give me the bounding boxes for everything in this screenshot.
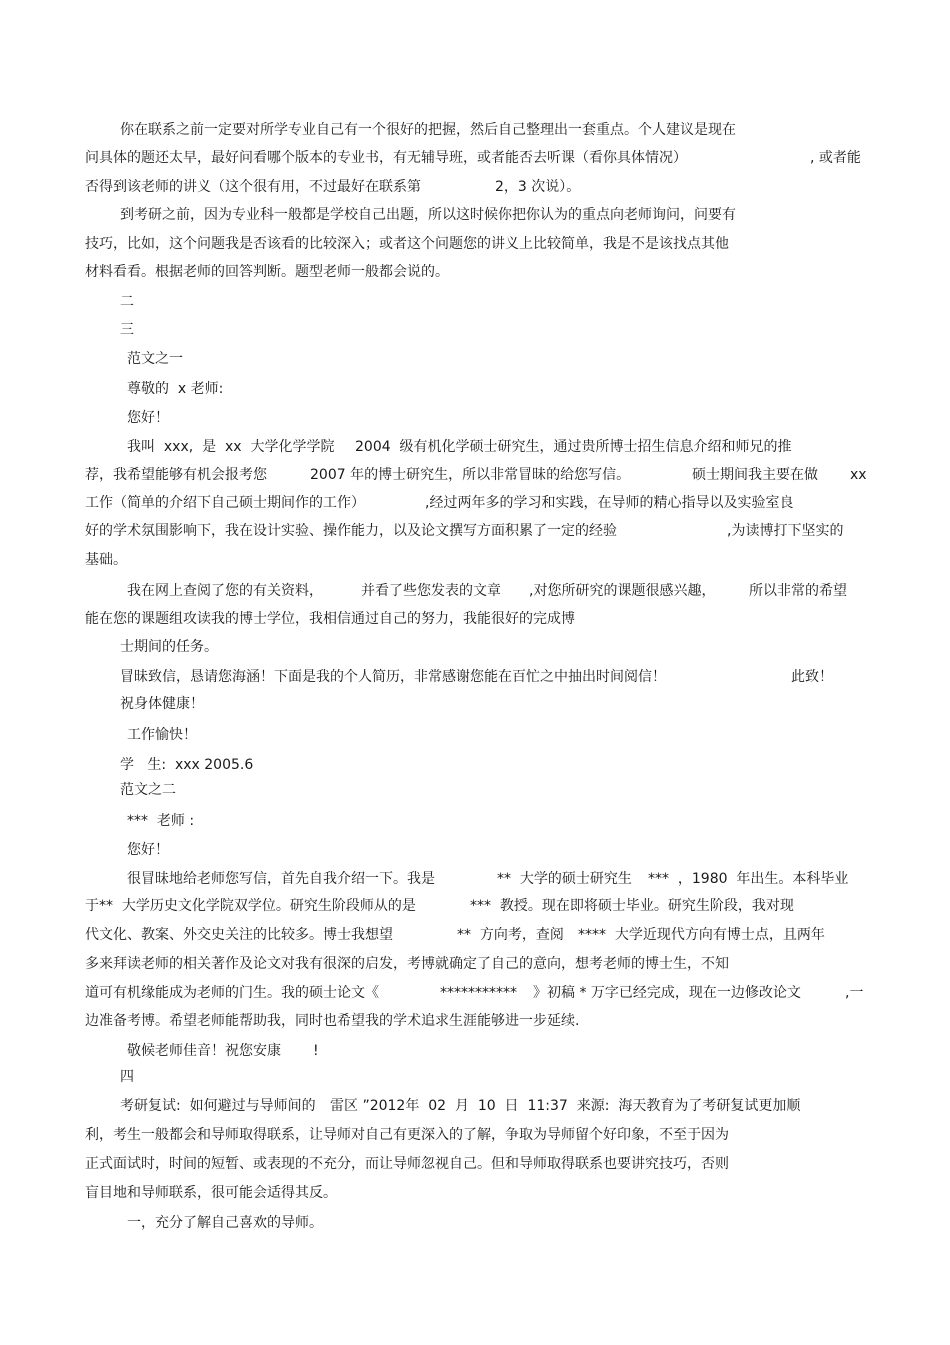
text-segment: , 或者能	[810, 150, 861, 166]
text-segment: *** 教授。现在即将硕士毕业。研究生阶段，我对现	[470, 898, 794, 914]
text-segment: ** 方向考，查阅	[457, 927, 564, 943]
text-segment: 范文之一	[127, 351, 183, 367]
text-segment: 正式面试时，时间的短暂、或表现的不充分，而让导师忽视自己。但和导师取得联系也要讲究技巧，否则	[85, 1156, 729, 1172]
text-segment: 我叫 xxx, 是 xx 大学化学学院	[127, 439, 335, 455]
text-segment: 敬候老师佳音！祝您安康	[127, 1043, 281, 1059]
text-segment: 利，考生一般都会和导师取得联系，让导师对自己有更深入的了解，争取为导师留个好印象，不至于因为	[85, 1127, 729, 1143]
text-segment: 否得到该老师的讲义（这个很有用，不过最好在联系第	[85, 179, 421, 195]
text-segment: 工作愉快！	[127, 727, 197, 743]
text-segment: 》初稿 * 万字已经完成，现在一边修改论文	[533, 985, 801, 1001]
text-segment: 材料看看。根据老师的回答判断。题型老师一般都会说的。	[85, 264, 449, 280]
text-segment: 技巧，比如，这个问题我是否该看的比较深入；或者这个问题您的讲义上比较简单，我是不是该找点其他	[85, 236, 729, 252]
text-segment: 你在联系之前一定要对所学专业自己有一个很好的把握，然后自己整理出一套重点。个人建议是现在	[120, 122, 736, 138]
text-segment: 您好！	[127, 410, 169, 426]
text-segment: 二	[120, 294, 134, 310]
text-segment: 范文之二	[120, 782, 176, 798]
text-segment: xx	[850, 467, 867, 483]
text-segment: 祝身体健康！	[120, 696, 204, 712]
text-segment: ,一	[845, 985, 864, 1001]
text-segment: ,为读博打下坚实的	[727, 523, 844, 539]
text-segment: 2004 级有机化学硕士研究生，通过贵所博士招生信息介绍和师兄的推	[355, 439, 792, 455]
text-segment: 雷区 ”2012年 02 月 10 日 11:37 来源: 海天教育为了考研复试更加顺	[330, 1098, 801, 1114]
text-segment: 道可有机缘能成为老师的门生。我的硕士论文《	[85, 985, 379, 1001]
text-segment: !	[313, 1043, 319, 1059]
text-segment: 盲目地和导师联系，很可能会适得其反。	[85, 1185, 337, 1201]
text-segment: 好的学术氛围影响下，我在设计实验、操作能力，以及论文撰写方面积累了一定的经验	[85, 523, 617, 539]
text-segment: 一，充分了解自己喜欢的导师。	[127, 1215, 323, 1231]
text-segment: 学 生: xxx 2005.6	[120, 757, 254, 773]
text-segment: 您好！	[127, 842, 169, 858]
text-segment: ,经过两年多的学习和实践，在导师的精心指导以及实验室良	[425, 495, 794, 511]
text-segment: 所以非常的希望	[749, 583, 847, 599]
text-segment: ***********	[440, 985, 517, 1001]
text-segment: 工作（简单的介绍下自己硕士期间作的工作）	[85, 495, 365, 511]
text-segment: 考研复试: 如何避过与导师间的	[120, 1098, 316, 1114]
text-segment: 并看了些您发表的文章	[361, 583, 501, 599]
text-segment: 代文化、教案、外交史关注的比较多。博士我想望	[85, 927, 393, 943]
text-segment: 很冒昧地给老师您写信，首先自我介绍一下。我是	[127, 871, 435, 887]
text-segment: 荐，我希望能够有机会报考您	[85, 467, 267, 483]
text-segment: 边准备考博。希望老师能帮助我，同时也希望我的学术追求生涯能够进一步延续.	[85, 1013, 580, 1029]
text-segment: 基础。	[85, 552, 127, 568]
text-segment: 2007 年的博士研究生，所以非常冒昧的给您写信。	[310, 467, 631, 483]
text-segment: 多来拜读老师的相关著作及论文对我有很深的启发，考博就确定了自己的意向，想考老师的博士生，不知	[85, 956, 729, 972]
text-segment: 2，3 次说）。	[495, 179, 581, 195]
text-segment: 士期间的任务。	[120, 639, 218, 655]
text-segment: **** 大学近现代方向有博士点，且两年	[578, 927, 825, 943]
text-segment: 问具体的题还太早，最好问看哪个版本的专业书，有无辅导班，或者能否去听课（看你具体情况）	[85, 150, 687, 166]
text-segment: 能在您的课题组攻读我的博士学位，我相信通过自己的努力，我能很好的完成博	[85, 611, 575, 627]
text-segment: 冒昧致信，恳请您海涵！下面是我的个人简历，非常感谢您能在百忙之中抽出时间阅信！	[120, 669, 666, 685]
text-segment: 此致！	[791, 669, 833, 685]
text-segment: 三	[120, 322, 134, 338]
text-segment: *** 老师 :	[127, 813, 195, 829]
text-segment: 尊敬的 x 老师:	[127, 381, 224, 397]
text-segment: 我在网上查阅了您的有关资料，	[127, 583, 323, 599]
text-segment: 于** 大学历史文化学院双学位。研究生阶段师从的是	[85, 898, 416, 914]
text-segment: 到考研之前，因为专业科一般都是学校自己出题，所以这时候你把你认为的重点向老师询问，问要有	[120, 207, 736, 223]
text-segment: 四	[120, 1069, 134, 1085]
text-segment: 硕士期间我主要在做	[692, 467, 818, 483]
text-segment: *** ，1980 年出生。本科毕业	[648, 871, 849, 887]
text-segment: ,对您所研究的课题很感兴趣，	[529, 583, 716, 599]
text-segment: ** 大学的硕士研究生	[497, 871, 632, 887]
